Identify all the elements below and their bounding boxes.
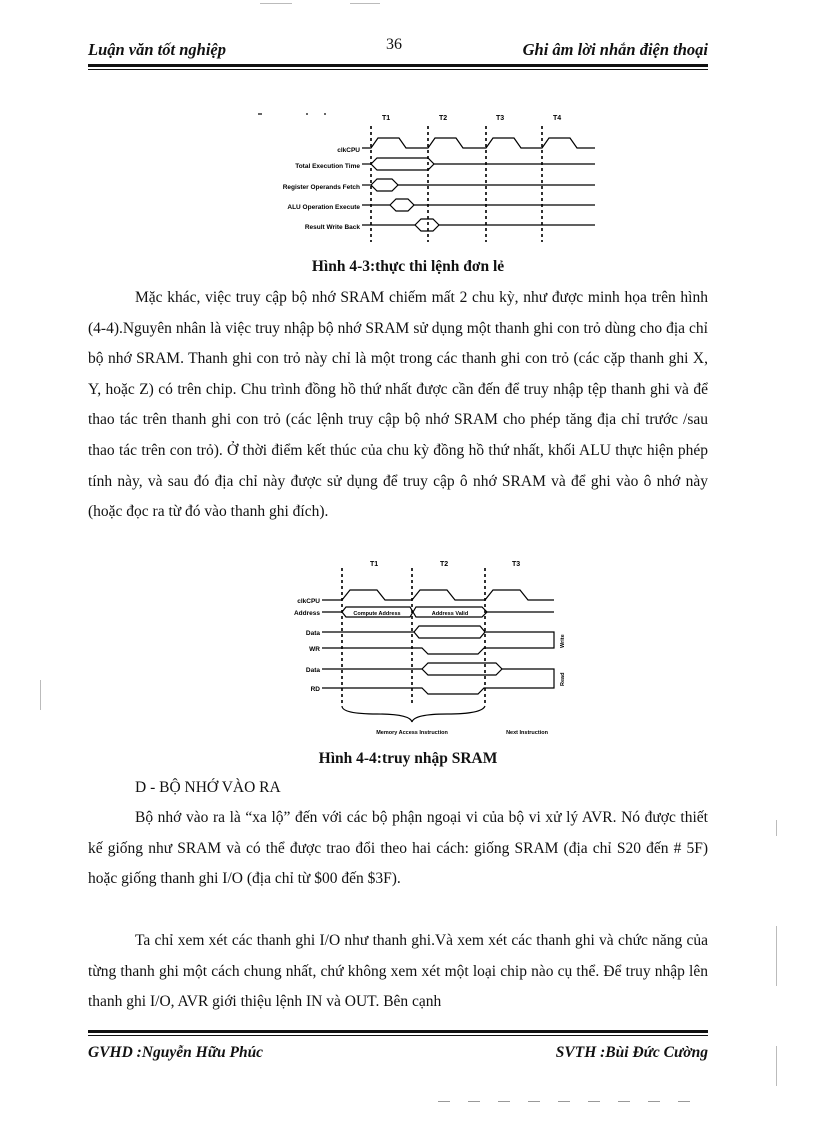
header-rule-thick [88,64,708,67]
paragraph1-text: Mặc khác, việc truy cập bộ nhớ SRAM chiếm mất 2 chu kỳ, như được minh họa trên hình (4-4).Nguyên nhân là việc truy nhập bộ nhớ SRAM sử dụng một thanh ghi con trỏ dùng cho địa chỉ bộ nhớ SRAM. Thanh ghi con trỏ này chỉ là một trong các thanh ghi con trỏ (các cặp thanh ghi X, Y, hoặc Z) có trên chip. Chu trình đồng hồ thứ nhất được cần đến để truy nhập tệp thanh ghi và để thao tác trên thanh ghi con trỏ (các lệnh truy cập bộ nhớ SRAM cho phép tăng địa chỉ trước /sau thao tác trên con trỏ). Ở thời điểm kết thúc của chu kỳ đồng hồ thứ nhất, khối ALU thực hiện phép tính này, và sau đó địa chỉ này được sử dụng để truy cập ô nhớ SRAM và để ghi vào ô nhớ này (hoặc đọc ra từ đó vào thanh ghi đích). [88,289,708,521]
scan-mark [776,820,777,836]
fig1-period-t2: T2 [439,115,448,122]
scan-mark [40,680,41,710]
fig2-period-t2: T2 [440,561,449,568]
paragraph2-text: Bộ nhớ vào ra là “xa lộ” đến với các bộ phận ngoại vi của bộ vi xử lý AVR. Nó được thiết kế giống như SRAM và có thể được trao đổi theo hai cách: giống SRAM (địa chỉ S20 đến # 5F) hoặc giống thanh ghi I/O (địa chỉ từ $00 đến $3F). [88,809,708,888]
fig1-signal-writeback: Result Write Back [304,224,360,231]
fig1-period-t3: T3 [496,115,505,122]
fig2-next-instruction-label: Next Instruction [506,730,548,736]
fig1-signal-total-exec: Total Execution Time [295,163,360,170]
figure2-caption: Hình 4-4:truy nhập SRAM [318,750,498,767]
scan-mark [260,3,292,4]
fig2-signal-data-read: Data [305,667,320,674]
footer-advisor: GVHD :Nguyễn Hữu Phúc [88,1044,264,1061]
fig2-signal-clk: clkCPU [297,598,320,605]
section-title: D - BỘ NHỚ VÀO RA [135,779,281,796]
fig1-signal-alu: ALU Operation Execute [287,204,360,211]
paragraph-io-memory [88,803,708,895]
fig2-period-t3: T3 [512,561,521,568]
fig2-read-label: Read [560,672,566,686]
fig1-period-t4: T4 [553,115,562,122]
page-footer [88,1044,708,1068]
fig2-signal-address: Address [293,610,320,617]
footer-rule-thin [88,1035,708,1036]
scan-dash-line [438,1101,708,1102]
fig2-memory-access-label: Memory Access Instruction [376,730,448,736]
paragraph3-text: Ta chỉ xem xét các thanh ghi I/O như thanh ghi.Và xem xét các thanh ghi và chức năng của từng thanh ghi một cách chung nhất, chứ không xem xét một loại chip nào cụ thể. Để truy nhập lên thanh ghi I/O, AVR giới thiệu lệnh IN và OUT. Bên cạnh [88,932,708,1011]
header-title-left: Luận văn tốt nghiệp [88,40,226,59]
figure-sram-access-timing [282,556,582,744]
fig2-period-t1: T1 [370,561,379,568]
header-title-right: Ghi âm lời nhắn điện thoại [522,40,708,59]
footer-rule-thick [88,1030,708,1033]
scan-mark [776,1046,777,1086]
fig1-period-t1: T1 [382,115,391,122]
scan-mark [350,3,380,4]
fig2-signal-rd: RD [310,686,320,693]
paragraph-io-registers [88,926,708,1018]
figure-single-cycle-timing [240,108,610,248]
header-rule-thin [88,69,708,70]
figure1-caption: Hình 4-3:thực thi lệnh đơn lẻ [311,258,505,275]
fig1-signal-clk: clkCPU [337,147,360,154]
paragraph-sram-access [88,283,708,528]
fig2-compute-address: Compute Address [353,611,401,617]
fig2-write-label: Write [560,634,566,648]
fig2-address-valid: Address Valid [431,611,469,617]
scan-mark [776,926,777,986]
footer-student: SVTH :Bùi Đức Cường [555,1044,708,1061]
fig1-signal-reg-fetch: Register Operands Fetch [282,184,360,191]
page-number: 36 [386,36,402,53]
page-header [88,36,708,64]
fig2-signal-data-write: Data [305,630,320,637]
fig2-signal-wr: WR [309,646,320,653]
